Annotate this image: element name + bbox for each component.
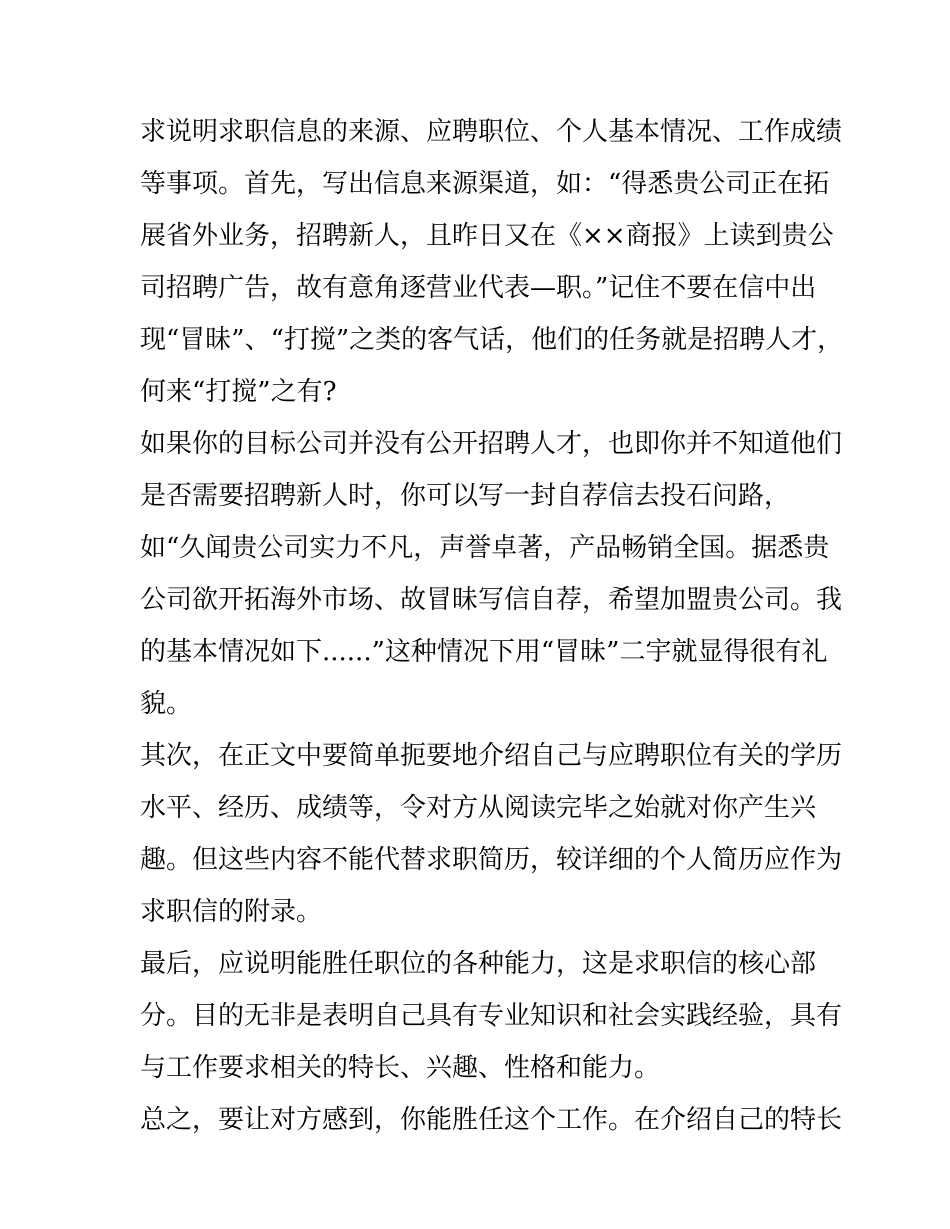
text-line: 其次，在正文中要简单扼要地介绍自己与应聘职位有关的学历 (140, 741, 843, 771)
text-line: 等事项。首先，写出信息来源渠道，如：“得悉贵公司正在拓 (140, 169, 830, 199)
text-line: 分。目的无非是表明自己具有专业知识和社会实践经验，具有 (140, 1001, 843, 1031)
text-line: 如“久闻贵公司实力不凡，声誉卓著，产品畅销全国。据悉贵 (140, 533, 830, 563)
text-line: 求职信的附录。 (140, 897, 323, 927)
text-line: 水平、经历、成绩等，令对方从阅读完毕之始就对你产生兴 (140, 793, 817, 823)
text-line: 趣。但这些内容不能代替求职简历，较详细的个人简历应作为 (140, 845, 843, 875)
text-line: 最后，应说明能胜任职位的各种能力，这是求职信的核心部 (140, 949, 817, 979)
text-line: 求说明求职信息的来源、应聘职位、个人基本情况、工作成绩 (140, 117, 843, 147)
document-body (140, 106, 844, 1146)
text-line: 如果你的目标公司并没有公开招聘人才，也即你并不知道他们 (140, 429, 843, 459)
text-line: 的基本情况如下......”这种情况下用“冒昧”二宇就显得很有礼 (140, 637, 828, 667)
text-line: 总之，要让对方感到，你能胜任这个工作。在介绍自己的特长 (140, 1105, 843, 1135)
text-line: 公司欲开拓海外市场、故冒昧写信自荐，希望加盟贵公司。我 (140, 585, 843, 615)
text-line: 展省外业务，招聘新人，且昨日又在《××商报》上读到贵公 (140, 221, 834, 251)
text-line: 现“冒昧”、“打搅”之类的客气话，他们的任务就是招聘人才， (140, 325, 844, 355)
text-line: 与工作要求相关的特长、兴趣、性格和能力。 (140, 1053, 661, 1083)
text-line: 司招聘广告，故有意角逐营业代表—职。”记住不要在信中出 (140, 273, 817, 303)
text-line: 是否需要招聘新人时，你可以写一封自荐信去投石问路， (140, 481, 791, 511)
text-line: 貌。 (140, 689, 193, 719)
text-line: 何来“打搅”之有? (140, 377, 337, 407)
